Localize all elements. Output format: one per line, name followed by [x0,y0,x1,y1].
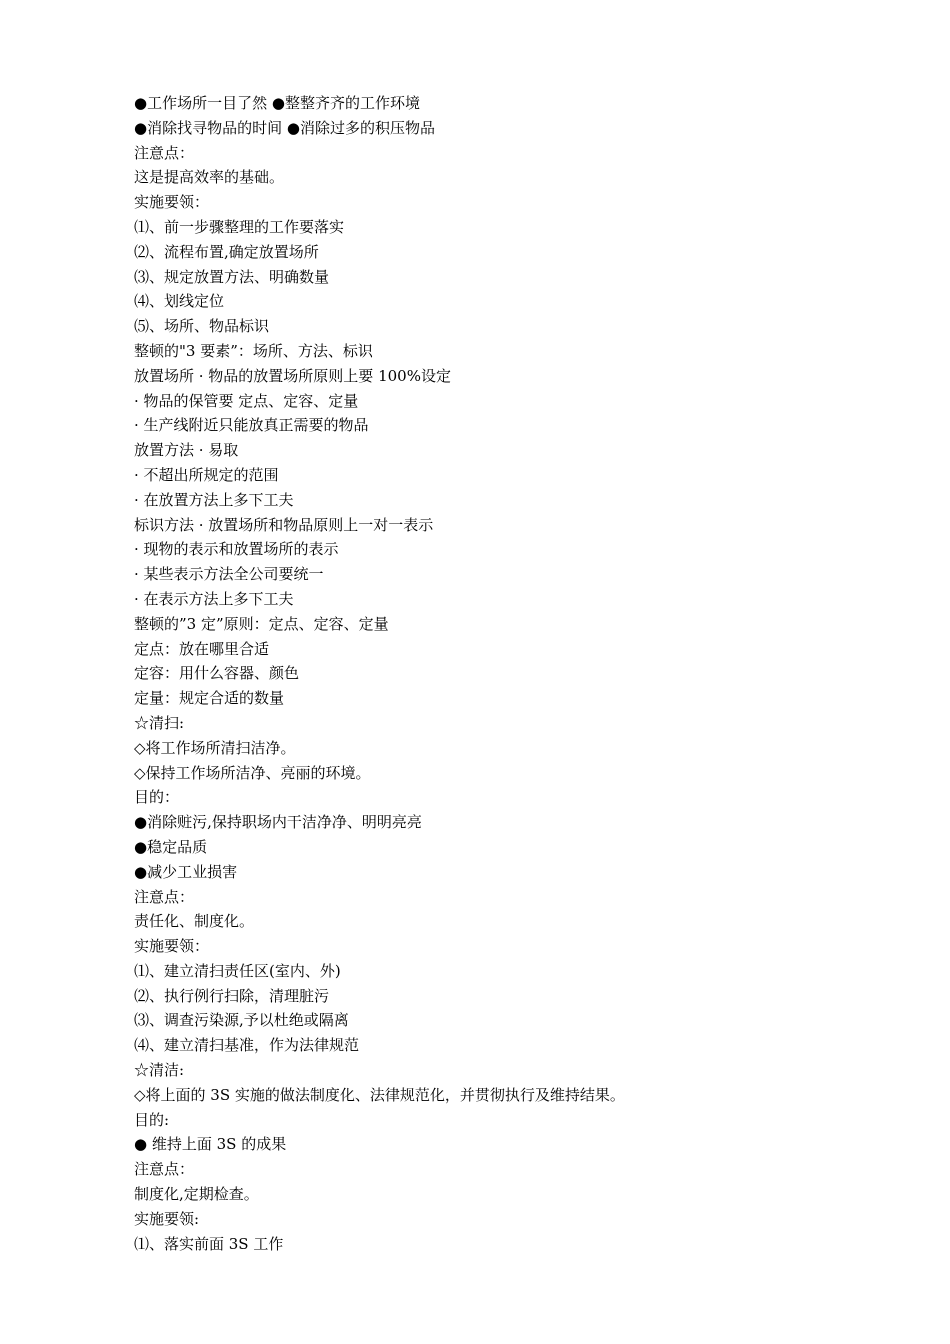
text-line: ☆清扫: [134,713,185,732]
text-line: · 现物的表示和放置场所的表示 [134,540,339,559]
text-line: 注意点： [134,1160,195,1179]
text-line: · 不超出所规定的范围 [134,465,279,484]
text-line: · 生产线附近只能放真正需要的物品 [134,416,369,435]
text-line: 责任化、制度化。 [134,912,255,931]
text-line: ☆清洁: [134,1061,185,1080]
text-line: ●工作场所一目了然 ●整整齐齐的工作环境 [134,94,420,112]
text-line: ●减少工业损害 [134,862,238,881]
text-line: 制度化,定期检查。 [134,1185,259,1204]
text-line: ⑵、流程布置,确定放置场所 [134,242,319,261]
text-line: ●消除赃污,保持职场内干洁净净、明明亮亮 [134,813,422,832]
text-line: 实施要领： [134,193,210,212]
text-line: 注意点： [134,143,195,162]
text-line: ◇将上面的 3S 实施的做法制度化、法律规范化，并贯彻执行及维持结果。 [134,1085,625,1104]
text-line: 这是提高效率的基础。 [134,168,285,187]
text-line: ● 维持上面 3S 的成果 [134,1135,287,1154]
text-line: ⑵、执行例行扫除，清理脏污 [134,986,330,1005]
text-line: 整顿的”3 定”原则：定点、定容、定量 [134,614,389,633]
text-line: · 在放置方法上多下工夫 [134,490,294,509]
text-line: ⑷、建立清扫基准，作为法律规范 [134,1036,360,1055]
text-line: ⑷、划线定位 [134,292,225,311]
text-line: 目的： [134,788,180,807]
text-line: ●消除找寻物品的时间 ●消除过多的积压物品 [134,118,435,137]
text-line: 目的: [134,1110,170,1129]
text-line: 整顿的"3 要素”：场所、方法、标识 [134,341,373,360]
text-line: 注意点： [134,887,195,906]
text-line: ⑴、前一步骤整理的工作要落实 [134,217,345,236]
document-body [134,91,894,1256]
text-line: ⑶、调查污染源,予以杜绝或隔离 [134,1011,349,1030]
text-line: 定容：用什么容器、颜色 [134,664,300,683]
text-line: 标识方法 · 放置场所和物品原则上一对一表示 [134,515,434,534]
text-line: 定量：规定合适的数量 [134,689,285,708]
text-line: ⑴、建立清扫责任区(室内、外) [134,961,341,980]
text-line: · 某些表示方法全公司要统一 [134,565,324,584]
text-line: · 在表示方法上多下工夫 [134,589,294,608]
text-line: ●稳定品质 [134,837,208,856]
text-line: 实施要领： [134,937,210,956]
text-line: ◇保持工作场所洁净、亮丽的环境。 [134,763,371,782]
text-line: 放置场所 · 物品的放置场所原则上要 100%设定 [134,366,451,385]
text-line: 放置方法 · 易取 [134,441,239,460]
text-line: · 物品的保管要 定点、定容、定量 [134,391,359,410]
text-line: ⑴、落实前面 3S 工作 [134,1234,284,1253]
text-line: ⑸、场所、物品标识 [134,317,270,336]
text-line: 实施要领: [134,1209,200,1228]
text-line: ◇将工作场所清扫洁净。 [134,738,296,757]
text-line: 定点：放在哪里合适 [134,639,270,658]
text-line: ⑶、规定放置方法、明确数量 [134,267,330,286]
